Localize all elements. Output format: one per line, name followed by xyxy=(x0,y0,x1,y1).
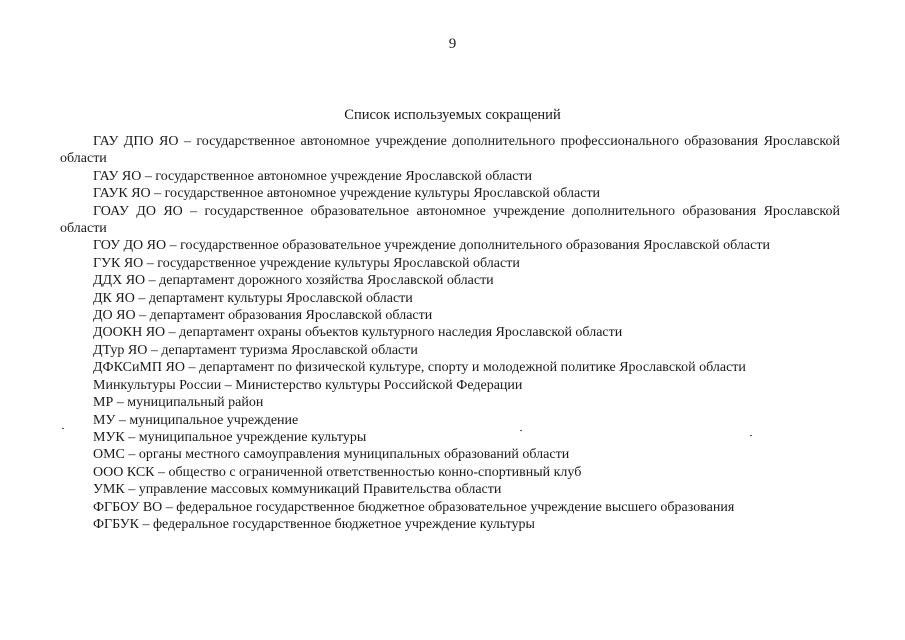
abbreviation-term: ДФКСиМП ЯО xyxy=(93,360,185,376)
abbreviation-definition: федеральное государственное бюджетное образовательное учреждение высшего образования xyxy=(176,499,735,515)
separator: – xyxy=(165,499,173,515)
abbreviation-term: ГОУ ДО ЯО xyxy=(93,238,167,254)
abbreviation-term: ДООКН ЯО xyxy=(93,325,166,341)
abbreviation-item xyxy=(60,446,840,463)
abbreviation-item xyxy=(60,359,840,376)
abbreviation-item xyxy=(60,133,840,168)
abbreviation-term: ДО ЯО xyxy=(93,308,136,324)
abbreviation-definition: департамент дорожного хозяйства Ярославской области xyxy=(159,273,494,289)
separator: – xyxy=(169,238,177,254)
separator: – xyxy=(118,412,126,428)
abbreviation-item xyxy=(60,499,840,516)
abbreviation-item xyxy=(60,272,840,289)
abbreviation-definition: государственное автономное учреждение Ярославской области xyxy=(155,168,533,184)
abbreviation-term: ОМС xyxy=(93,447,125,463)
abbreviation-definition: муниципальное учреждение культуры xyxy=(138,429,367,445)
abbreviation-term: ГАУ ДПО ЯО xyxy=(93,134,179,149)
separator: – xyxy=(138,290,146,306)
abbreviation-definition: департамент туризма Ярославской области xyxy=(161,342,418,358)
abbreviation-item xyxy=(60,377,840,394)
page-number: 9 xyxy=(448,36,457,52)
separator: – xyxy=(158,464,165,480)
abbreviation-definition: департамент культуры Ярославской области xyxy=(148,290,413,306)
abbreviation-term: ФГБУК xyxy=(93,516,139,532)
abbreviation-item xyxy=(60,203,840,238)
abbreviation-definition: федеральное государственное бюджетное учреждение культуры xyxy=(152,516,535,532)
abbreviation-item xyxy=(60,342,840,359)
abbreviation-term: МР xyxy=(93,395,114,411)
abbreviation-definition: общество с ограниченной ответственностью конно-спортивный клуб xyxy=(168,464,582,480)
abbreviation-term: ФГБОУ ВО xyxy=(93,499,163,515)
abbreviation-item xyxy=(60,185,840,202)
abbreviation-term: ООО КСК xyxy=(93,464,155,480)
abbreviation-item xyxy=(60,324,840,341)
abbreviation-list xyxy=(60,133,840,533)
abbreviation-definition: государственное образовательное автономное учреждение дополнительного образования Ярославской области xyxy=(60,203,841,237)
separator: – xyxy=(168,325,176,341)
separator: – xyxy=(139,308,147,324)
abbreviation-definition: государственное образовательное учреждение дополнительного образования Ярославской области xyxy=(180,238,770,254)
abbreviation-definition: управление массовых коммуникаций Правительства области xyxy=(138,482,502,498)
abbreviation-term: ГАУ ЯО xyxy=(93,168,142,184)
abbreviation-item xyxy=(60,237,840,254)
separator: – xyxy=(183,134,191,149)
abbreviation-item xyxy=(60,168,840,185)
abbreviation-definition: государственное автономное учреждение дополнительного профессионального образования Ярославской области xyxy=(60,134,840,167)
abbreviation-definition: департамент по физической культуре, спорту и молодежной политике Ярославской области xyxy=(198,360,746,376)
separator: – xyxy=(154,186,162,202)
abbreviation-item xyxy=(60,290,840,307)
abbreviation-item xyxy=(60,412,840,429)
separator: – xyxy=(128,429,136,445)
scan-speck xyxy=(62,428,64,429)
abbreviation-definition: департамент образования Ярославской области xyxy=(149,308,433,324)
abbreviation-item xyxy=(60,464,840,481)
abbreviation-term: УМК xyxy=(93,482,125,498)
abbreviation-item xyxy=(60,481,840,498)
abbreviation-item xyxy=(60,429,840,446)
abbreviation-item xyxy=(60,394,840,411)
separator: – xyxy=(116,395,124,411)
abbreviation-item xyxy=(60,516,840,533)
abbreviation-term: Минкультуры России xyxy=(93,377,222,393)
abbreviation-term: ГОАУ ДО ЯО xyxy=(93,203,183,219)
abbreviation-term: МУК xyxy=(93,429,125,445)
abbreviation-definition: муниципальное учреждение xyxy=(129,412,299,428)
abbreviation-term: МУ xyxy=(93,412,116,428)
separator: – xyxy=(128,447,136,463)
abbreviation-definition: муниципальный район xyxy=(127,395,264,411)
abbreviation-term: ДТур ЯО xyxy=(93,342,148,358)
separator: – xyxy=(190,203,198,219)
separator: – xyxy=(144,168,152,184)
document-title: Список используемых сокращений xyxy=(344,107,561,123)
separator: – xyxy=(150,342,158,358)
separator: – xyxy=(224,377,232,393)
abbreviation-term: ГАУК ЯО xyxy=(93,186,151,202)
scan-speck xyxy=(520,430,522,431)
separator: – xyxy=(142,516,150,532)
abbreviation-definition: Министерство культуры Российской Федерации xyxy=(235,377,523,393)
separator: – xyxy=(128,482,136,498)
separator: – xyxy=(146,255,154,271)
abbreviation-item xyxy=(60,307,840,324)
abbreviation-term: ДК ЯО xyxy=(93,290,135,306)
abbreviation-item xyxy=(60,255,840,272)
abbreviation-term: ГУК ЯО xyxy=(93,255,144,271)
abbreviation-definition: департамент охраны объектов культурного наследия Ярославской области xyxy=(179,325,623,341)
abbreviation-definition: государственное учреждение культуры Ярославской области xyxy=(157,255,520,271)
abbreviation-definition: органы местного самоуправления муниципальных образований области xyxy=(138,447,570,463)
separator: – xyxy=(148,273,156,289)
separator: – xyxy=(188,360,196,376)
abbreviation-term: ДДХ ЯО xyxy=(93,273,146,289)
abbreviation-definition: государственное автономное учреждение культуры Ярославской области xyxy=(164,186,601,202)
scan-speck xyxy=(750,435,752,436)
